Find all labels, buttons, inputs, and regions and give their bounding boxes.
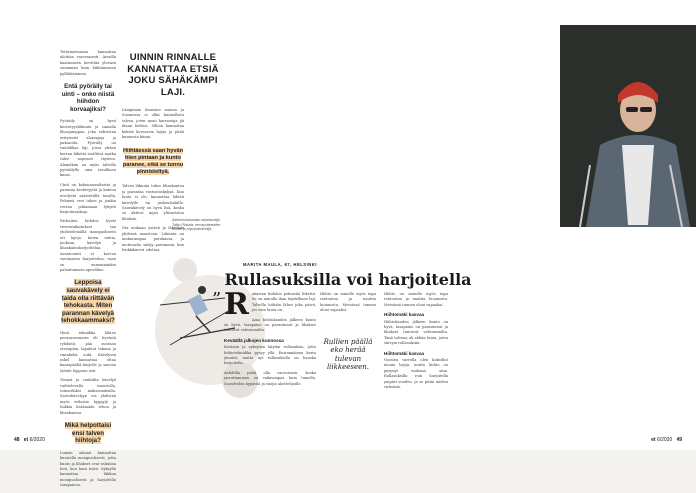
glasses — [626, 107, 638, 112]
answer-paragraph: Parhaiten hiihdon hyvät treenivaikutukset saa yhdistelemällä monipuolisesti eri lajeja, kuten uintia, juoksua, kävelyä ja lihaskuntoharjoittelua. Avantouinti ei korvaa varsinaista harjoittelua, vaan on ennemminkin palautumisen apuväline. — [60, 219, 116, 272]
pull-quote: Rullien päällä eko herää tulevan liikkeeseen. — [323, 338, 373, 372]
answer-paragraph: Lumen aikaan kannattaa kuntoilla monipuolisesti, jotta kunto ja lihakset ovat valmiina heti, kun lumi tulee. Syksyllä kannattaa liikkua monipuolisesti ja harjoitella tasapainoa. — [60, 450, 116, 488]
lead-paragraph: Rakastan hiihdon pehmeää liikettä. Se on minulle ihan täydellinen laji. Talvella hiihdin lähes joka päivä, jos vain lunta on. — [224, 287, 316, 322]
question-heading-1: Entä pyöräily tai uinti – onko niistä hiihdon korvaajiksi? — [61, 83, 115, 113]
body-paragraph: Hiihto on minulle myös tapa rentoutua ja nauttia luonnosta. Metsässä tunnen oloni vapaaksi. — [384, 292, 448, 307]
intro-paragraph: Tottumattoman kannattaa aloittaa varovaisesti. Aivailla kaatumisen hirvittää yleensä enemmän kuin hiihtämiseen pyllähtäminen. — [60, 50, 116, 76]
right-column-2 — [320, 292, 376, 318]
body-paragraph: Ota mukaan ystävä ja lähtekää yhdessä maastoon. Liikunta on mukavampaa porukassa, ja motivaatio säilyy paremmin, kun lenkkikaveri odottaa. — [122, 226, 184, 252]
body-paragraph: Talven liikunta tukee lihaskuntoa ja parantaa vastustuskykyä. Kun lunta ei ole, kannattaa lähteä kävelylle tai juoksulenkille. Sauvakävely on hyvä lisä, koska se aktivoi myös ylävartalon lihaksia. — [122, 184, 184, 221]
article-title: Rullasuksilla voi harjoitella — [224, 270, 472, 289]
body-paragraph: Aina hiihtokauden jälkeen kunto on hyvä, tasapaino on parantunut ja lihakset tuntuvat vahvemmilta. — [224, 317, 316, 333]
subheading: Keväällä jalkojen kunnossa — [224, 337, 284, 343]
right-page — [212, 0, 696, 450]
pull-quote-large: UINNIN RINNALLE KANNATTAA ETSIÄ JOKU SÄHÄKÄMPI LAJI. — [127, 52, 219, 98]
drop-cap: R — [224, 287, 249, 322]
quote-mark-icon: ” — [212, 289, 222, 310]
answer-paragraph: Ylennä ja vauhdita kävelyä vaihtelevalla maastolla, esimerkiksi mäkiosuuksilla. Sauvakävelyyn voi yhdistää myös erilaisia hyppyjä ja loikkia lisäämään tehoa ja lihaskuntoa. — [60, 378, 116, 415]
left-column-1 — [60, 50, 116, 493]
subheading: Hiihtomäki kasvaa — [384, 312, 425, 318]
page-footer-left: 48 et 6/2020 — [14, 437, 45, 443]
byline: MARITA MAULA, 67, HELSINKI — [243, 262, 317, 267]
subheading: Hiihtomäki kasvaa — [384, 350, 425, 356]
right-column-3 — [384, 292, 448, 395]
portrait-photo — [560, 25, 696, 227]
body-paragraph: Lämpimän ilmaston maissa ja Suomessa ei ollut kunnollista talvea, joten moni harrastaja jäi ilman hiihtoa. Silloin kannattaa keksiä korvaavia lajeja ja pitää kunnosta kiinni. — [122, 108, 184, 140]
answer-paragraph: Pyöräily on hyvä kestävyysliikunta ja samalla lihasjumppaa, joka vahvistaa erityisesti alaraajoja ja pakaroita. Pyöräily on vauhdikas laji, jossa yhden kerran liikettä sisältävä matka tulee nopeasti täyteen. Alamäkiin on myös talvella pyöräilylle oma tavallinen kausi. — [60, 119, 116, 178]
body-paragraph: Hiihtokauden jälkeen kunto on hyvä, tasapaino on parantunut ja lihakset tuntuvat vahvemmilta. Tänä talvena oli vähän lunta, joten siirryin rullasuksiin. — [384, 319, 448, 346]
question-heading-3: Mikä helpottaisi ensi talven hiihtoja? — [64, 422, 112, 445]
photo-caption: Lumettoman talven kuntoilujen kiertäjä Marita Maula on pyöräilystä — [262, 42, 311, 56]
question-heading-2: Leppoisa sauvakävely ei taida olla riittävän tehokasta. Miten parannan kävelyä tehokkaammaksi? — [61, 279, 115, 325]
right-column-1 — [224, 287, 316, 391]
page-footer-right: et 6/2020 49 — [651, 437, 682, 443]
portrait-photo-art — [560, 25, 696, 227]
glasses — [640, 107, 652, 112]
answer-paragraph: Uinti on kokonaisvaltaista ja paranna kestävyyttä ja kuntoa nivelystä säästävällä tavalla. Pehmeä vesi tukee ja jonkin verran jatkamaan lyhyitä harjoitusaikoja. — [60, 182, 116, 214]
skier-head — [198, 286, 206, 294]
answer-paragraph: Hyvä tekniikka lähtee perusasennosta eli hyvästä ryhdistä: pää suoraan eteenpäin, lapaluut takana ja rintakehä auki. Kävelyssä askel kannattaa ottaa kantapäältä kärjelle ja sauvan työntö loppuun asti. — [60, 330, 116, 373]
left-column-2 — [122, 108, 184, 257]
body-paragraph: Vuosien varrella olen kokeillut monia lajeja, mutta hiihto on pysynyt mukana aina. Rullasuksilla voin harjoitella ympäri vuoden, ja se pitää mielen virkeänä. — [384, 358, 448, 390]
body-paragraph: Kesäisin ja syksyisin käytän rullasuksia, jotta hiihtotekniikka pysyy yllä. Ensimmäinen kerta jännitti, mutta nyt rullasuksilla on hauska harjoitella. — [224, 345, 316, 366]
portrait-caption: Aaltokoulutusalan asiantuntija, Taltio Pihkala, terveystieteiden tohtori ja olympiakävelijä. — [172, 218, 221, 232]
body-paragraph: Asfaltilla pitää olla varovainen, koska jarruttaminen on vaikeampaa kuin lumella. Suosittelen kypärää ja suojia aloittelijoille. — [224, 370, 316, 386]
pull-quote-medium: Hiihtäessä saan hyvän hien pintaan ja kunto paranee, eikä se tunnu pinnisteltyä. — [122, 148, 184, 176]
body-paragraph: Hiihto on minulle myös tapa rentoutua ja nauttia luonnosta. Metsässä tunnen oloni vapaaksi. — [320, 292, 376, 313]
